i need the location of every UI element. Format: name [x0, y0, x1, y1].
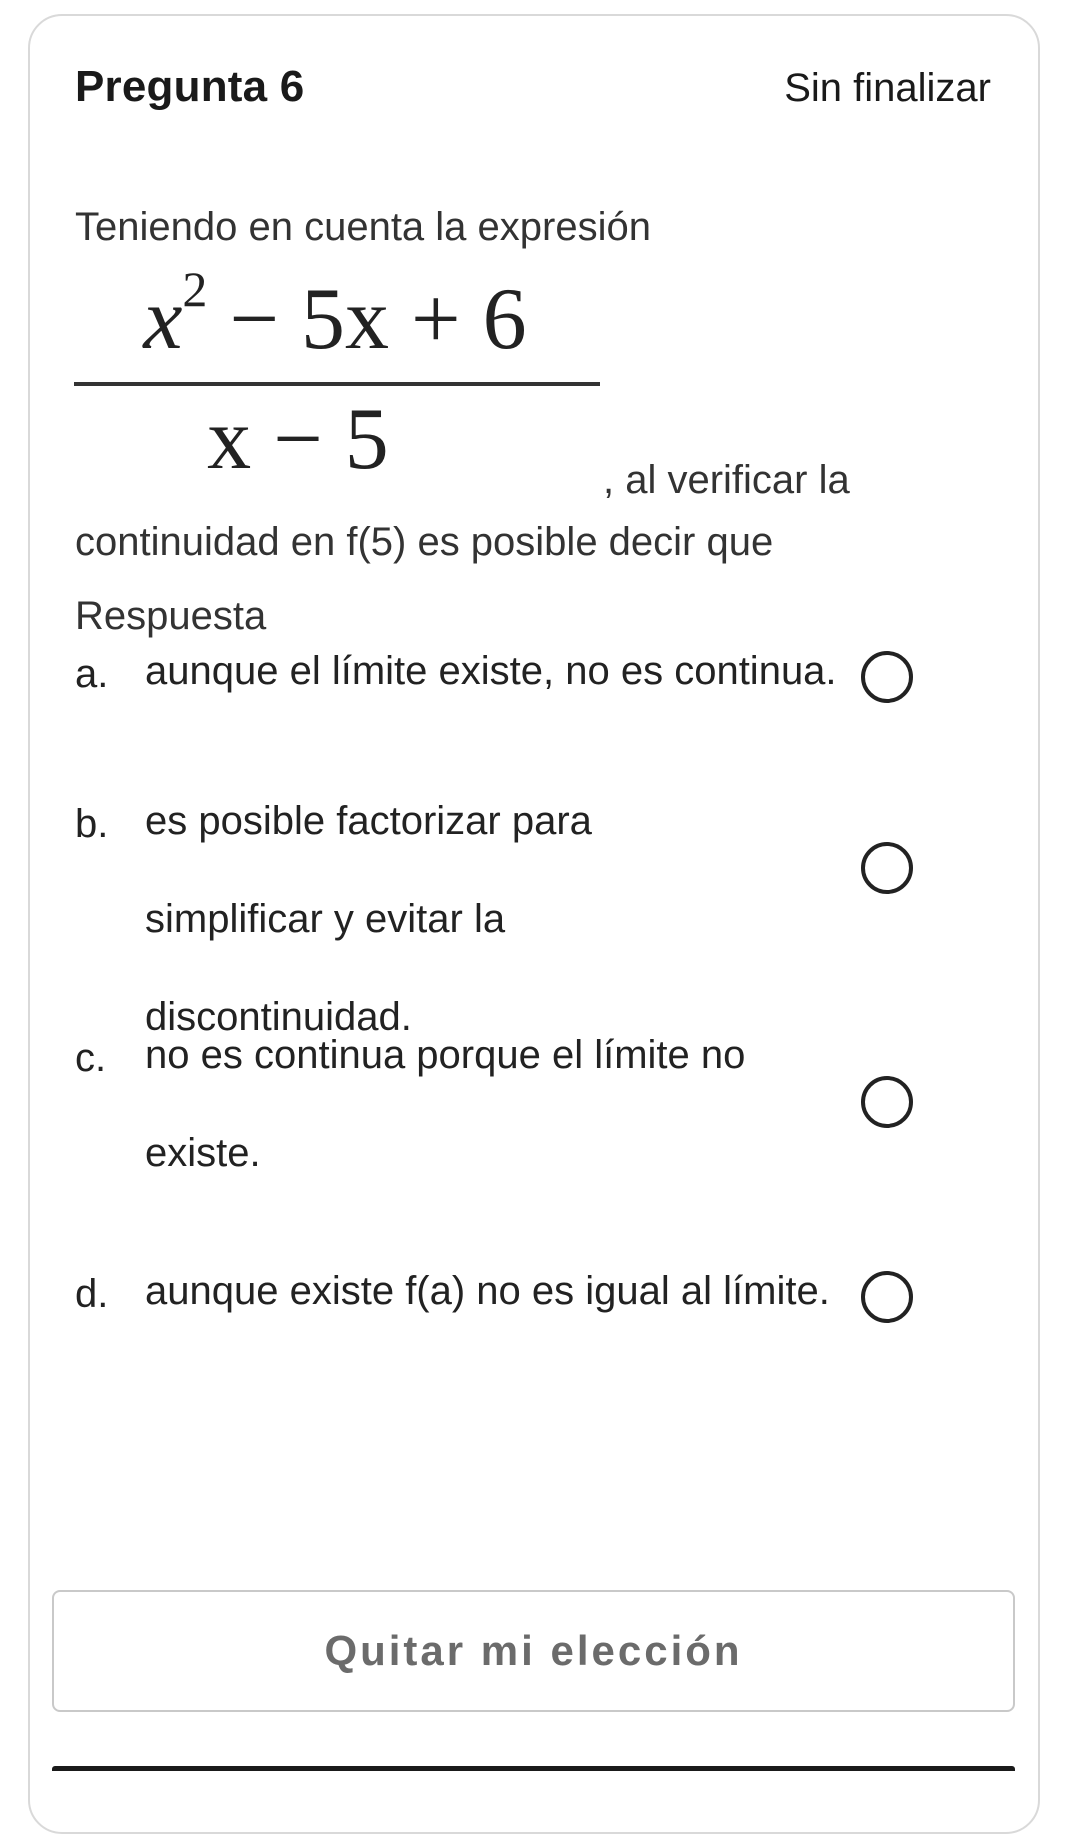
question-prompt-continuation: continuidad en f(5) es posible decir que	[75, 520, 774, 564]
radio-option-a[interactable]	[861, 651, 913, 703]
expression-denominator: x − 5	[207, 391, 389, 488]
expression-numerator	[70, 261, 600, 370]
question-status: Sin finalizar	[784, 66, 991, 110]
option-letter: b.	[75, 802, 109, 846]
radio-option-c[interactable]	[861, 1076, 913, 1128]
option-letter: c.	[75, 1036, 107, 1080]
option-letter: d.	[75, 1272, 109, 1316]
option-text: aunque el límite existe, no es continua.	[145, 649, 837, 693]
fraction-bar	[74, 382, 600, 386]
numerator-exponent: 2	[182, 261, 208, 317]
numerator-rest: − 5x + 6	[207, 271, 527, 368]
option-text: es posible factorizar para simplificar y evitar la discontinuidad.	[145, 799, 592, 1039]
numerator-base: x	[143, 271, 183, 368]
answer-label: Respuesta	[75, 594, 267, 638]
clear-choice-button[interactable]: Quitar mi elección	[52, 1590, 1015, 1712]
radio-option-d[interactable]	[861, 1271, 913, 1323]
math-expression	[70, 261, 600, 488]
option-text: aunque existe f(a) no es igual al límite.	[145, 1269, 830, 1313]
next-section-edge	[52, 1766, 1015, 1771]
question-prompt-intro: Teniendo en cuenta la expresión	[75, 205, 651, 249]
radio-option-b[interactable]	[861, 842, 913, 894]
option-letter: a.	[75, 652, 109, 696]
question-title: Pregunta 6	[75, 62, 305, 111]
question-prompt-after: , al verificar la	[603, 458, 850, 502]
option-text: no es continua porque el límite no existe.	[145, 1033, 746, 1175]
